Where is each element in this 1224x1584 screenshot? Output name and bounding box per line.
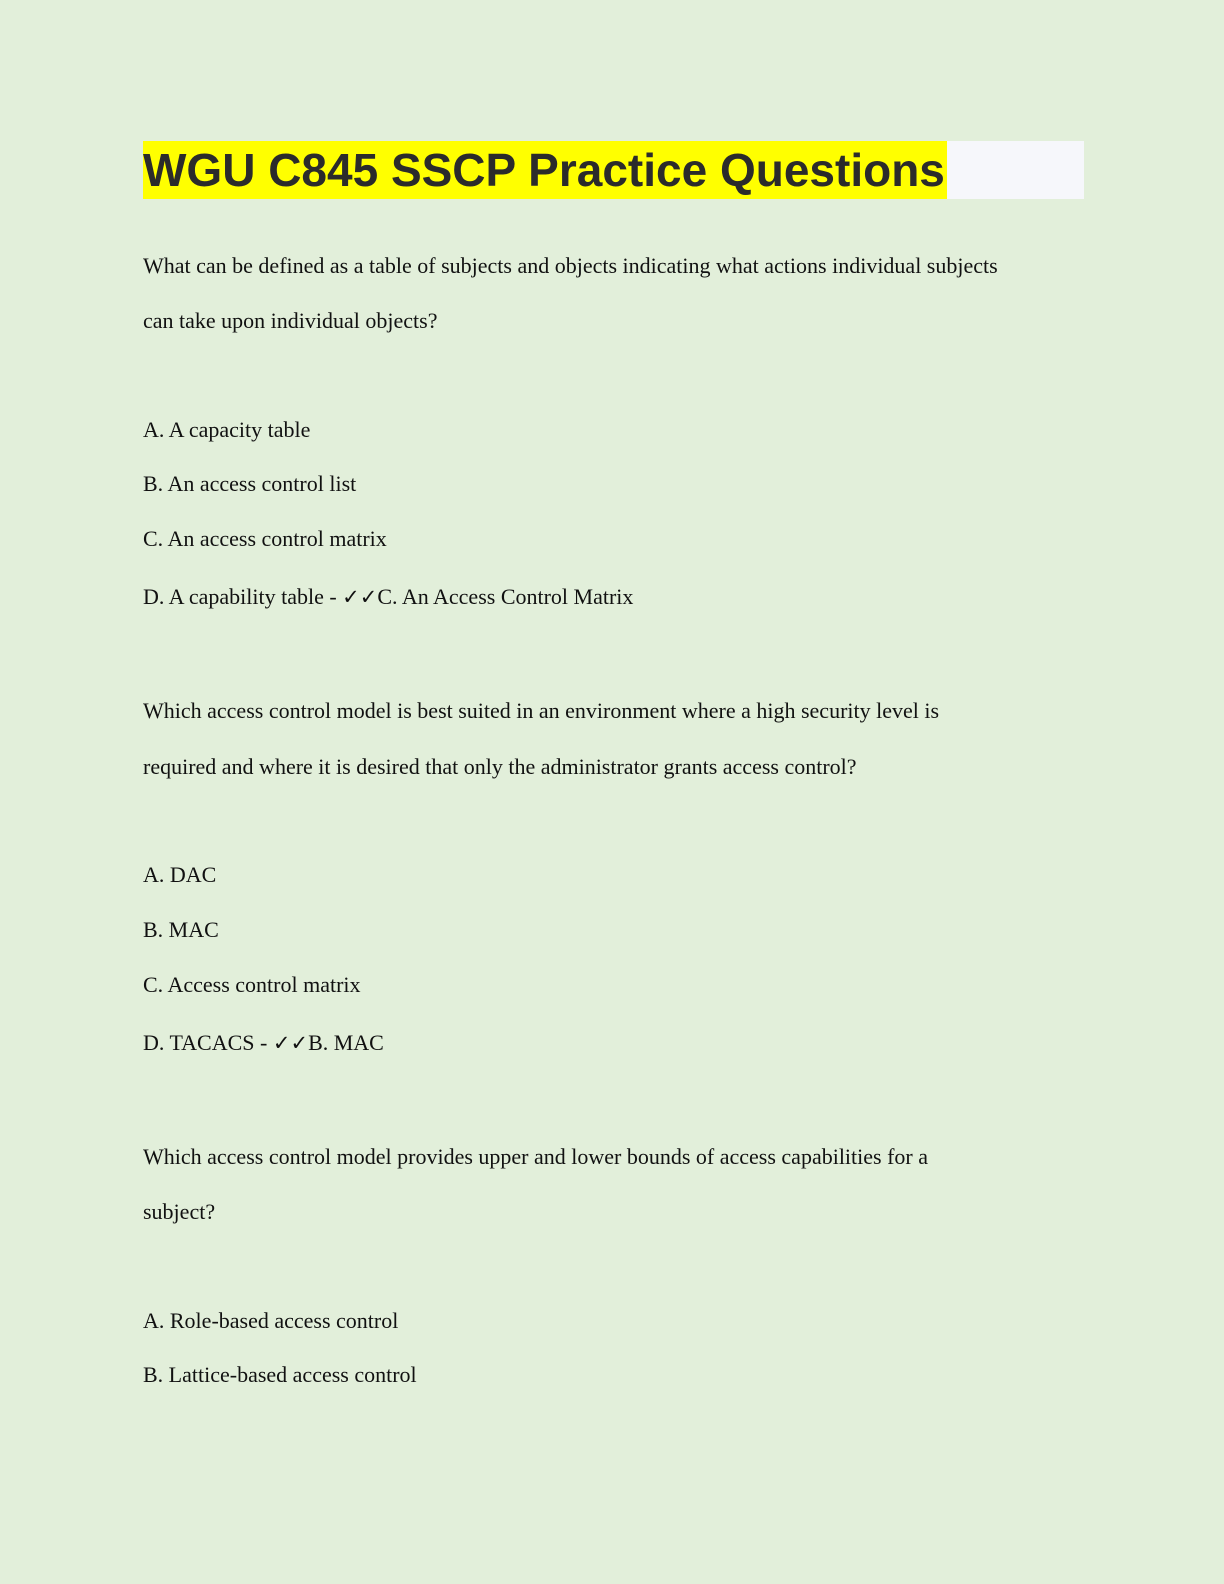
question-2-option-d-text: D. TACACS -: [143, 1030, 273, 1055]
title-banner: [143, 141, 1084, 199]
question-2-option-c: C. Access control matrix: [143, 972, 361, 997]
question-3-text-line-2: subject?: [143, 1199, 216, 1224]
page-title: WGU C845 SSCP Practice Questions: [143, 141, 947, 199]
question-2-option-b: B. MAC: [143, 917, 219, 942]
double-check-icon: ✓✓: [272, 1031, 309, 1055]
question-3-option-a: A. Role-based access control: [143, 1308, 399, 1333]
question-2-answer: B. MAC: [308, 1030, 384, 1055]
question-1-option-d: [143, 582, 633, 612]
question-2-text-line-2: required and where it is desired that only the administrator grants access control?: [143, 754, 857, 779]
question-2-option-d: [143, 1028, 384, 1058]
question-1-option-a: A. A capacity table: [143, 417, 311, 442]
question-2-option-a: A. DAC: [143, 862, 217, 887]
question-1-answer: C. An Access Control Matrix: [377, 584, 634, 609]
question-1-option-d-text: D. A capability table -: [143, 584, 343, 609]
question-2-text-line-1: Which access control model is best suited in an environment where a high security level is: [143, 698, 940, 723]
double-check-icon: ✓✓: [342, 585, 378, 609]
question-1-text-line-1: What can be defined as a table of subjects and objects indicating what actions individual subjects: [143, 253, 998, 278]
question-1-option-c: C. An access control matrix: [143, 526, 387, 551]
question-3-option-b: B. Lattice-based access control: [143, 1362, 417, 1387]
question-1-text-line-2: can take upon individual objects?: [143, 308, 438, 333]
question-3-text-line-1: Which access control model provides upper and lower bounds of access capabilities for a: [143, 1144, 929, 1169]
question-1-option-b: B. An access control list: [143, 471, 357, 496]
